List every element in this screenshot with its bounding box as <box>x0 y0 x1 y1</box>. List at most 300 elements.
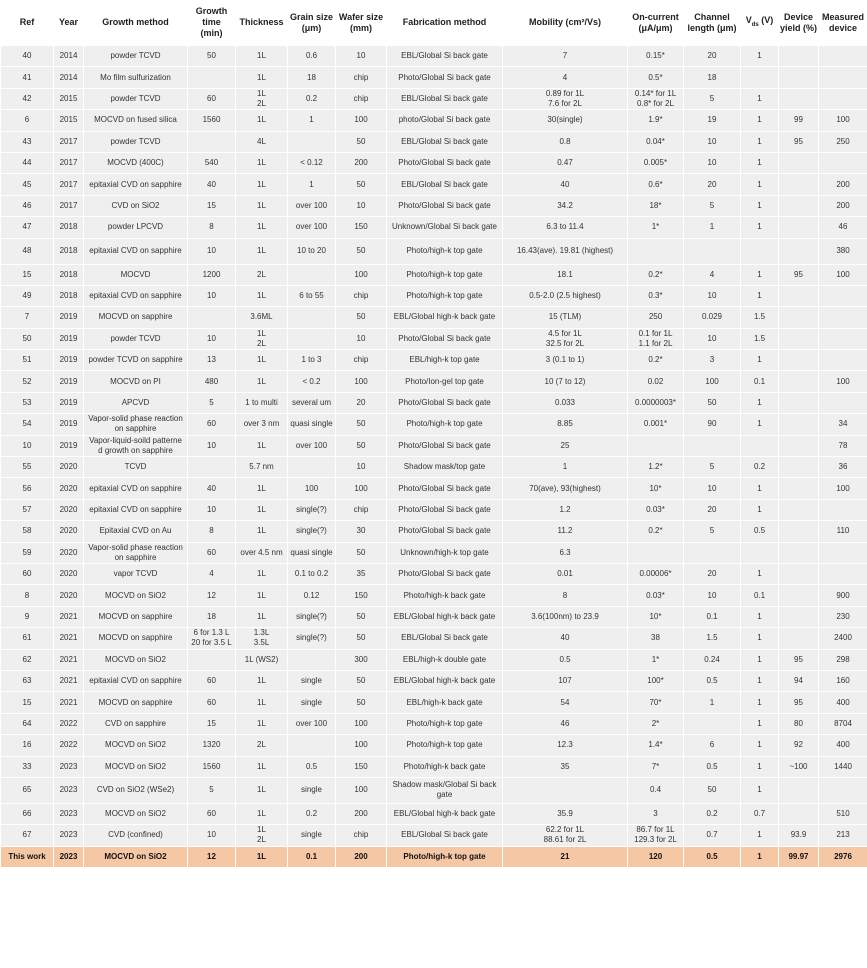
cell-channel-length: 5 <box>684 457 741 478</box>
cell-vds: 1 <box>741 825 779 846</box>
cell-thickness: 1L <box>236 217 288 238</box>
cell-fabrication-method: Photo/Global Si back gate <box>387 392 503 413</box>
cell-grain-size: several um <box>288 392 336 413</box>
cell-channel-length: 5 <box>684 521 741 542</box>
cell-vds: 1 <box>741 174 779 195</box>
cell-year: 2020 <box>54 478 84 499</box>
cell-channel-length: 19 <box>684 110 741 131</box>
cell-growth-time: 5 <box>188 392 236 413</box>
cell-grain-size: 1 to 3 <box>288 350 336 371</box>
cell-thickness: 1L 2L <box>236 825 288 846</box>
cell-thickness: 1L <box>236 585 288 606</box>
cell-ref: 42 <box>1 88 54 109</box>
cell-fabrication-method: EBL/high-k double gate <box>387 649 503 670</box>
cell-on-current: 0.3* <box>628 285 684 306</box>
cell-on-current: 0.0000003* <box>628 392 684 413</box>
cell-ref: 66 <box>1 803 54 824</box>
cell-channel-length: 90 <box>684 414 741 435</box>
cell-wafer-size: 10 <box>336 195 387 216</box>
cell-mobility: 0.8 <box>503 131 628 152</box>
cell-device-yield <box>779 457 819 478</box>
cell-vds: 1 <box>741 414 779 435</box>
cell-on-current: 18* <box>628 195 684 216</box>
cell-thickness: 1L <box>236 803 288 824</box>
cell-fabrication-method: EBL/high-k top gate <box>387 350 503 371</box>
cell-vds: 1 <box>741 392 779 413</box>
cell-thickness: 1L 2L <box>236 88 288 109</box>
cell-wafer-size: 150 <box>336 217 387 238</box>
header-label: Fabrication method <box>402 17 487 27</box>
cell-growth-time: 4 <box>188 563 236 584</box>
cell-wafer-size: 100 <box>336 371 387 392</box>
header-label: Grain size (μm) <box>289 11 334 33</box>
cell-channel-length: 18 <box>684 67 741 88</box>
table-row <box>1 478 867 499</box>
cell-growth-method: Epitaxial CVD on Au <box>84 521 188 542</box>
table-row <box>1 606 867 627</box>
cell-on-current: 10* <box>628 478 684 499</box>
cell-on-current: 0.03* <box>628 585 684 606</box>
cell-growth-method: MOCVD on sapphire <box>84 692 188 713</box>
cell-vds: 1 <box>741 713 779 734</box>
cell-mobility: 54 <box>503 692 628 713</box>
cell-ref: 48 <box>1 238 54 264</box>
cell-ref: 64 <box>1 713 54 734</box>
header-label: Growth time (min) <box>195 6 228 38</box>
cell-mobility: 4.5 for 1L 32.5 for 2L <box>503 328 628 349</box>
cell-channel-length: 10 <box>684 328 741 349</box>
table-row <box>1 803 867 824</box>
cell-thickness: 1L <box>236 435 288 456</box>
cell-ref: 61 <box>1 628 54 649</box>
table-row <box>1 735 867 756</box>
cell-device-yield <box>779 217 819 238</box>
cell-growth-method: epitaxial CVD on sapphire <box>84 238 188 264</box>
cell-mobility: 107 <box>503 670 628 691</box>
cell-vds <box>741 238 779 264</box>
cell-thickness: 1L <box>236 521 288 542</box>
header-label: Mobility (cm²/Vs) <box>528 17 601 27</box>
cell-mobility: 21 <box>503 846 628 867</box>
cell-thickness: 1L <box>236 371 288 392</box>
cell-fabrication-method: Photo/Ion-gel top gate <box>387 371 503 392</box>
cell-ref: 53 <box>1 392 54 413</box>
table-row <box>1 435 867 456</box>
cell-measured-device <box>819 777 867 803</box>
cell-channel-length: 20 <box>684 174 741 195</box>
cell-on-current: 0.1 for 1L 1.1 for 2L <box>628 328 684 349</box>
cell-measured-device <box>819 542 867 563</box>
cell-mobility: 6.3 <box>503 542 628 563</box>
cell-year: 2021 <box>54 606 84 627</box>
cell-on-current: 70* <box>628 692 684 713</box>
cell-device-yield <box>779 414 819 435</box>
cell-wafer-size: chip <box>336 350 387 371</box>
cell-growth-method: MOCVD on sapphire <box>84 307 188 328</box>
cell-device-yield <box>779 174 819 195</box>
cell-growth-method: vapor TCVD <box>84 563 188 584</box>
cell-thickness: 1L <box>236 713 288 734</box>
cell-grain-size: single(?) <box>288 606 336 627</box>
cell-growth-method: powder TCVD <box>84 46 188 67</box>
cell-year: 2021 <box>54 670 84 691</box>
cell-mobility: 40 <box>503 174 628 195</box>
cell-on-current: 250 <box>628 307 684 328</box>
cell-thickness: 1L <box>236 692 288 713</box>
cell-growth-time: 10 <box>188 238 236 264</box>
cell-growth-time: 1320 <box>188 735 236 756</box>
cell-grain-size: 6 to 55 <box>288 285 336 306</box>
cell-growth-time: 40 <box>188 478 236 499</box>
cell-channel-length: 1 <box>684 692 741 713</box>
cell-fabrication-method: EBL/Global high-k back gate <box>387 803 503 824</box>
table-row <box>1 88 867 109</box>
cell-ref: 15 <box>1 692 54 713</box>
cell-wafer-size: 50 <box>336 435 387 456</box>
cell-growth-time <box>188 131 236 152</box>
cell-channel-length: 20 <box>684 563 741 584</box>
cell-thickness: 1L <box>236 606 288 627</box>
cell-measured-device: 400 <box>819 735 867 756</box>
cell-device-yield: ~100 <box>779 756 819 777</box>
cell-thickness: 1L <box>236 846 288 867</box>
cell-year: 2019 <box>54 371 84 392</box>
cell-wafer-size: 10 <box>336 46 387 67</box>
cell-vds: 1 <box>741 350 779 371</box>
cell-thickness: 1L <box>236 174 288 195</box>
cell-vds: 1 <box>741 110 779 131</box>
cell-measured-device: 36 <box>819 457 867 478</box>
cell-fabrication-method: Photo/high-k top gate <box>387 238 503 264</box>
cell-growth-time: 10 <box>188 825 236 846</box>
table-row <box>1 649 867 670</box>
cell-device-yield <box>779 585 819 606</box>
header-growth-method <box>84 0 188 46</box>
cell-device-yield <box>779 435 819 456</box>
cell-ref: 54 <box>1 414 54 435</box>
cell-growth-time: 60 <box>188 88 236 109</box>
cell-on-current: 3 <box>628 803 684 824</box>
cell-wafer-size: 35 <box>336 563 387 584</box>
cell-year: 2019 <box>54 435 84 456</box>
cell-ref: 45 <box>1 174 54 195</box>
cell-fabrication-method: EBL/Global Si back gate <box>387 174 503 195</box>
cell-channel-length <box>684 238 741 264</box>
cell-mobility: 11.2 <box>503 521 628 542</box>
cell-ref: 8 <box>1 585 54 606</box>
cell-wafer-size: 100 <box>336 478 387 499</box>
cell-thickness: 1L <box>236 777 288 803</box>
cell-fabrication-method: Photo/Global Si back gate <box>387 67 503 88</box>
cell-wafer-size: 300 <box>336 649 387 670</box>
cell-ref: 65 <box>1 777 54 803</box>
cell-vds: 1 <box>741 195 779 216</box>
cell-thickness: 1L <box>236 46 288 67</box>
cell-year: 2019 <box>54 307 84 328</box>
cell-fabrication-method: Photo/high-k top gate <box>387 735 503 756</box>
table-row <box>1 756 867 777</box>
cell-growth-time: 60 <box>188 692 236 713</box>
cell-thickness: 1L <box>236 110 288 131</box>
cell-vds: 1 <box>741 846 779 867</box>
cell-fabrication-method: Photo/high-k top gate <box>387 713 503 734</box>
cell-device-yield <box>779 777 819 803</box>
cell-fabrication-method: Photo/Global Si back gate <box>387 478 503 499</box>
cell-measured-device <box>819 499 867 520</box>
cell-growth-method: powder TCVD <box>84 328 188 349</box>
cell-device-yield <box>779 563 819 584</box>
cell-mobility: 0.033 <box>503 392 628 413</box>
cell-thickness: 5.7 nm <box>236 457 288 478</box>
cell-on-current <box>628 542 684 563</box>
cell-ref: 44 <box>1 152 54 173</box>
cell-year: 2019 <box>54 414 84 435</box>
cell-on-current <box>628 238 684 264</box>
cell-grain-size <box>288 457 336 478</box>
header-channel-length <box>684 0 741 46</box>
cell-mobility: 0.47 <box>503 152 628 173</box>
cell-growth-time: 12 <box>188 585 236 606</box>
cell-growth-time: 10 <box>188 328 236 349</box>
cell-on-current <box>628 435 684 456</box>
cell-device-yield: 99.97 <box>779 846 819 867</box>
cell-on-current: 0.14* for 1L 0.8* for 2L <box>628 88 684 109</box>
cell-growth-method: Mo film sulfurization <box>84 67 188 88</box>
cell-mobility: 70(ave), 93(highest) <box>503 478 628 499</box>
cell-thickness: 1L (WS2) <box>236 649 288 670</box>
cell-growth-method: MOCVD on sapphire <box>84 606 188 627</box>
cell-device-yield <box>779 195 819 216</box>
cell-growth-time: 12 <box>188 846 236 867</box>
cell-measured-device <box>819 67 867 88</box>
cell-device-yield <box>779 307 819 328</box>
cell-on-current: 0.04* <box>628 131 684 152</box>
cell-fabrication-method: Photo/high-k top gate <box>387 264 503 285</box>
cell-vds: 1 <box>741 606 779 627</box>
cell-fabrication-method: Shadow mask/top gate <box>387 457 503 478</box>
cell-ref: 15 <box>1 264 54 285</box>
header-on-current <box>628 0 684 46</box>
header-measured-device <box>819 0 867 46</box>
cell-wafer-size: 200 <box>336 803 387 824</box>
cell-growth-time: 50 <box>188 46 236 67</box>
cell-wafer-size: 200 <box>336 846 387 867</box>
header-label: Ref <box>19 17 35 27</box>
cell-fabrication-method: Photo/Global Si back gate <box>387 563 503 584</box>
cell-on-current: 1.4* <box>628 735 684 756</box>
cell-measured-device: 100 <box>819 371 867 392</box>
cell-device-yield: 93.9 <box>779 825 819 846</box>
cell-growth-time: 40 <box>188 174 236 195</box>
cell-year: 2017 <box>54 131 84 152</box>
cell-grain-size <box>288 307 336 328</box>
cell-mobility: 8.85 <box>503 414 628 435</box>
cell-measured-device: 213 <box>819 825 867 846</box>
cell-device-yield <box>779 628 819 649</box>
cell-wafer-size: 150 <box>336 585 387 606</box>
cell-fabrication-method: Unknown/high-k top gate <box>387 542 503 563</box>
cell-growth-time: 18 <box>188 606 236 627</box>
table-row <box>1 110 867 131</box>
cell-growth-time: 540 <box>188 152 236 173</box>
cell-channel-length: 4 <box>684 264 741 285</box>
cell-growth-time: 8 <box>188 521 236 542</box>
header-grain-size <box>288 0 336 46</box>
cell-channel-length: 5 <box>684 88 741 109</box>
cell-ref: 59 <box>1 542 54 563</box>
table-row <box>1 692 867 713</box>
cell-thickness: over 4.5 nm <box>236 542 288 563</box>
cell-grain-size: over 100 <box>288 195 336 216</box>
cell-growth-time: 480 <box>188 371 236 392</box>
cell-mobility: 0.5-2.0 (2.5 highest) <box>503 285 628 306</box>
cell-measured-device: 46 <box>819 217 867 238</box>
cell-channel-length <box>684 713 741 734</box>
cell-fabrication-method: Photo/high-k top gate <box>387 846 503 867</box>
cell-ref: 51 <box>1 350 54 371</box>
cell-wafer-size: chip <box>336 67 387 88</box>
cell-vds: 1 <box>741 756 779 777</box>
header-label: Channel length (μm) <box>687 11 737 33</box>
cell-year: 2014 <box>54 46 84 67</box>
cell-vds: 1 <box>741 777 779 803</box>
cell-on-current: 0.4 <box>628 777 684 803</box>
cell-growth-method: Vapor-solid phase reaction on sapphire <box>84 542 188 563</box>
cell-growth-method: MOCVD <box>84 264 188 285</box>
cell-year: 2018 <box>54 238 84 264</box>
cell-device-yield <box>779 803 819 824</box>
cell-on-current: 7* <box>628 756 684 777</box>
cell-wafer-size: 10 <box>336 328 387 349</box>
cell-wafer-size: 50 <box>336 692 387 713</box>
cell-year: 2017 <box>54 152 84 173</box>
cell-grain-size: < 0.2 <box>288 371 336 392</box>
cell-growth-method: CVD on sapphire <box>84 713 188 734</box>
cell-thickness: 1.3L 3.5L <box>236 628 288 649</box>
cell-year: 2023 <box>54 846 84 867</box>
cell-wafer-size: 100 <box>336 777 387 803</box>
cell-device-yield <box>779 542 819 563</box>
cell-vds: 1 <box>741 217 779 238</box>
cell-year: 2015 <box>54 88 84 109</box>
cell-fabrication-method: Photo/Global Si back gate <box>387 499 503 520</box>
cell-year: 2023 <box>54 803 84 824</box>
cell-on-current: 1.2* <box>628 457 684 478</box>
cell-vds <box>741 67 779 88</box>
cell-grain-size <box>288 328 336 349</box>
header-suffix: (V) <box>758 14 774 25</box>
cell-grain-size: over 100 <box>288 435 336 456</box>
cell-grain-size: single <box>288 825 336 846</box>
cell-wafer-size: 100 <box>336 264 387 285</box>
cell-vds: 1 <box>741 264 779 285</box>
cell-grain-size <box>288 735 336 756</box>
cell-grain-size: over 100 <box>288 217 336 238</box>
cell-ref: 47 <box>1 217 54 238</box>
table-row <box>1 350 867 371</box>
cell-grain-size: 0.6 <box>288 46 336 67</box>
cell-growth-method: MOCVD (400C) <box>84 152 188 173</box>
cell-mobility: 12.3 <box>503 735 628 756</box>
cell-growth-time: 1560 <box>188 110 236 131</box>
cell-measured-device: 100 <box>819 264 867 285</box>
cell-device-yield <box>779 238 819 264</box>
table-row <box>1 371 867 392</box>
header-label: Year <box>58 17 79 27</box>
cell-mobility: 6.3 to 11.4 <box>503 217 628 238</box>
cell-grain-size: 18 <box>288 67 336 88</box>
table-row <box>1 585 867 606</box>
cell-on-current: 0.005* <box>628 152 684 173</box>
cell-growth-method: MOCVD on SiO2 <box>84 803 188 824</box>
cell-device-yield <box>779 478 819 499</box>
cell-on-current: 38 <box>628 628 684 649</box>
cell-grain-size: over 100 <box>288 713 336 734</box>
cell-on-current: 0.2* <box>628 350 684 371</box>
cell-fabrication-method: Photo/Global Si back gate <box>387 521 503 542</box>
cell-measured-device: 298 <box>819 649 867 670</box>
cell-growth-method: MOCVD on SiO2 <box>84 756 188 777</box>
cell-measured-device <box>819 350 867 371</box>
cell-on-current: 0.00006* <box>628 563 684 584</box>
cell-growth-method: powder TCVD <box>84 88 188 109</box>
cell-year: 2017 <box>54 195 84 216</box>
cell-growth-time: 15 <box>188 195 236 216</box>
cell-mobility: 25 <box>503 435 628 456</box>
cell-measured-device <box>819 88 867 109</box>
table-row <box>1 542 867 563</box>
cell-fabrication-method: EBL/Global high-k back gate <box>387 670 503 691</box>
cell-channel-length: 10 <box>684 131 741 152</box>
table-row <box>1 285 867 306</box>
table-row <box>1 152 867 173</box>
cell-device-yield: 95 <box>779 692 819 713</box>
cell-growth-method: powder TCVD <box>84 131 188 152</box>
cell-vds: 1 <box>741 649 779 670</box>
cell-thickness: 1L <box>236 238 288 264</box>
cell-vds: 1 <box>741 499 779 520</box>
cell-channel-length: 1 <box>684 217 741 238</box>
cell-wafer-size: 50 <box>336 174 387 195</box>
cell-mobility: 3.6(100nm) to 23.9 <box>503 606 628 627</box>
cell-growth-time: 15 <box>188 713 236 734</box>
cell-wafer-size: chip <box>336 285 387 306</box>
cell-mobility: 40 <box>503 628 628 649</box>
cell-channel-length: 10 <box>684 152 741 173</box>
cell-wafer-size: 50 <box>336 606 387 627</box>
header-label: Growth method <box>102 17 169 27</box>
cell-vds: 1 <box>741 46 779 67</box>
cell-grain-size: 0.2 <box>288 88 336 109</box>
cell-wafer-size: 50 <box>336 131 387 152</box>
cell-measured-device <box>819 152 867 173</box>
cell-vds: 1 <box>741 131 779 152</box>
cell-channel-length: 6 <box>684 735 741 756</box>
cell-wafer-size: 10 <box>336 457 387 478</box>
table-row <box>1 131 867 152</box>
cell-wafer-size: 50 <box>336 414 387 435</box>
cell-fabrication-method: Photo/high-k top gate <box>387 285 503 306</box>
cell-device-yield <box>779 606 819 627</box>
table-row <box>1 563 867 584</box>
cell-vds: 1 <box>741 478 779 499</box>
cell-wafer-size: chip <box>336 499 387 520</box>
cell-grain-size: single <box>288 670 336 691</box>
cell-fabrication-method: photo/Global Si back gate <box>387 110 503 131</box>
cell-vds <box>741 435 779 456</box>
cell-grain-size: single(?) <box>288 499 336 520</box>
header-label: Thickness <box>239 17 284 27</box>
